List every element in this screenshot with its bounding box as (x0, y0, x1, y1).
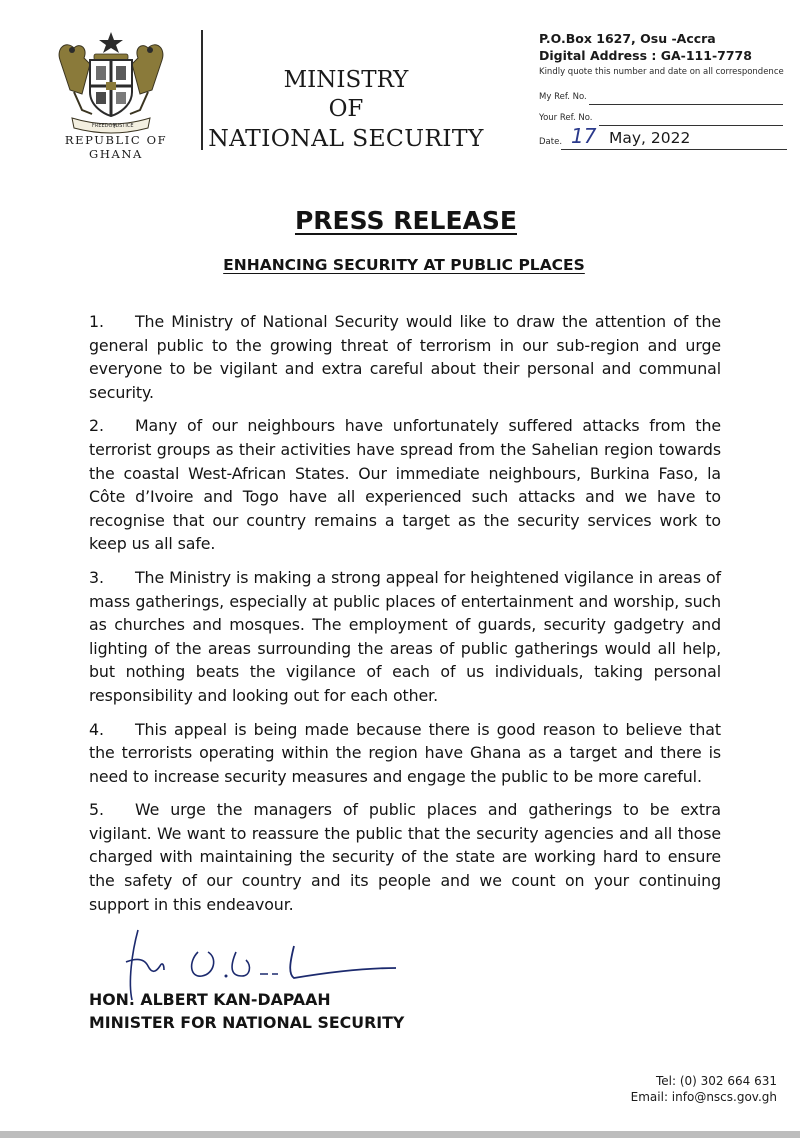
footer-tel: Tel: (0) 302 664 631 (655, 1074, 777, 1088)
signatory-title: MINISTER FOR NATIONAL SECURITY (89, 1013, 405, 1032)
signatory-name: HON. ALBERT KAN-DAPAAH (89, 990, 331, 1009)
date-line (561, 149, 787, 150)
my-ref-line (589, 104, 783, 105)
date-day-handwritten: 17 (571, 124, 597, 148)
contact-block (539, 30, 789, 77)
republic-label: REPUBLIC OF GHANA (64, 133, 168, 161)
document-title: PRESS RELEASE (294, 206, 517, 235)
my-ref-field (539, 92, 783, 104)
footer-contact (631, 1073, 777, 1105)
paragraph-text: The Ministry of National Security would like to draw the attention of the general public to the growing threat of terrorism in our sub-region and urge everyone to be vigilant and extra careful about their personal and communal security. (89, 312, 721, 402)
date-month-year: May, 2022 (609, 129, 691, 147)
date-label: Date. (539, 137, 563, 147)
your-ref-label: Your Ref. No. (539, 113, 593, 123)
ministry-heading (206, 66, 486, 153)
document-subtitle: ENHANCING SECURITY AT PUBLIC PLACES (223, 256, 585, 274)
bottom-edge (0, 1131, 800, 1138)
ministry-line-3: NATIONAL SECURITY (208, 124, 484, 152)
my-ref-label: My Ref. No. (539, 92, 587, 102)
crest-motto-right: JUSTICE (114, 123, 134, 129)
paragraph-number: 1. (89, 312, 104, 331)
ministry-line-1: MINISTRY (283, 67, 409, 93)
document-body (89, 310, 721, 926)
paragraph-5 (89, 798, 721, 916)
ghana-coat-of-arms-icon (52, 30, 170, 134)
paragraph-2 (89, 414, 721, 556)
paragraph-text: Many of our neighbours have unfortunately suffered attacks from the terrorist groups as their activities have spread from the Sahelian region towards the coastal West-African States. Our immediate neighbours, Burkina Faso, la Côte d’Ivoire and Togo have all experienced such attacks and we have to recognise that our country remains a target as the security services work to keep us all safe. (89, 416, 721, 554)
signatory-block (89, 988, 404, 1034)
paragraph-1 (89, 310, 721, 404)
po-box: P.O.Box 1627, Osu -Accra (539, 31, 716, 46)
paragraph-text: We urge the managers of public places and gatherings to be extra vigilant. We want to reassure the public that the security agencies and all those charged with maintaining the security of the state are working hard to ensure the safety of our country and its people and we count on your continuing support in this endeavour. (89, 800, 721, 914)
paragraph-number: 4. (89, 719, 104, 739)
paragraph-text: The Ministry is making a strong appeal for heightened vigilance in areas of mass gatherings, especially at public places of entertainment and worship, such as churches and mosques. The employment of guards, security gadgetry and lighting of the areas surrounding the areas of public gatherings would all help, but nothing beats the vigilance of each of us individuals, taking personal responsibility and looking out for each other. (89, 567, 721, 705)
paragraph-text: This appeal is being made because there is good reason to believe that the terrorists operating within the region have Ghana as a target and there is need to increase security measures and engage the public to be more careful. (89, 719, 721, 786)
paragraph-number: 3. (89, 567, 104, 587)
header-divider (201, 30, 203, 150)
crest-motto-left: FREEDOM (92, 123, 117, 129)
footer-email: Email: info@nscs.gov.gh (630, 1090, 777, 1104)
paragraph-number: 5. (89, 800, 104, 820)
quote-note: Kindly quote this number and date on all correspondence (539, 67, 784, 77)
paragraph-number: 2. (89, 416, 104, 436)
paragraph-3 (89, 566, 721, 708)
your-ref-line (599, 125, 783, 126)
date-field (539, 124, 787, 150)
digital-address: Digital Address : GA-111-7778 (539, 48, 752, 63)
ministry-line-2: OF (328, 96, 364, 122)
paragraph-4 (89, 718, 721, 789)
